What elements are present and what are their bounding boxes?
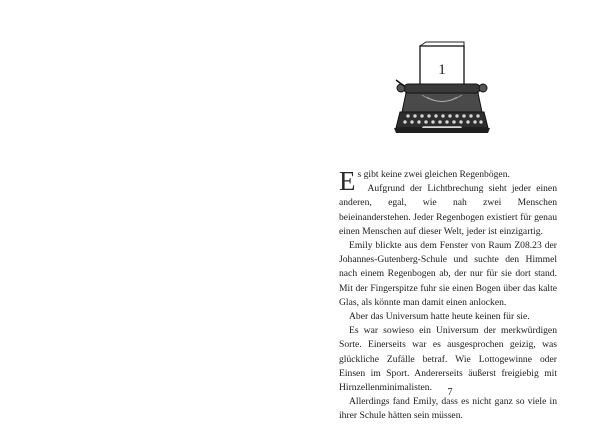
opening-paragraph: [339, 166, 557, 196]
paragraph: Emily blickte aus dem Fenster von Raum Z08.23 der Johannes-Gutenberg-Schule und suchte den Himmel nach einem Regenbogen ab, der nur für sie dort stand. Mit der Fingerspitze fuhr sie einen Bogen über das kalte Glas, als könnte man damit einen anlocken.: [339, 240, 557, 308]
drop-cap: E: [339, 166, 356, 196]
typewriter-illustration: [392, 40, 492, 140]
opening-sentence: s gibt keine zwei gleichen Regenbögen.: [357, 169, 510, 180]
chapter-number: 1: [438, 62, 446, 78]
paragraph: Allerdings fand Emily, dass es nicht ganz so viele in ihrer Schule hätten sein müssen.: [339, 396, 557, 422]
paragraph: Aufgrund der Lichtbrechung sieht jeder einen anderen, egal, wie nah zwei Menschen beieinanderstehen. Jeder Regenbogen existiert für genau einen Menschen auf dieser Welt, jeder ist einzigartig.: [339, 183, 557, 237]
paragraph: Es war sowieso ein Universum der merkwürdigen Sorte. Einerseits war es ausgesprochen geizig, was glückliche Zufälle betraf. Wie Lottogewinne oder Einsen im Sport. Andererseits äußerst freigiebig mit Hirnzellenminimalisten.: [339, 325, 557, 394]
chapter-text: [339, 168, 557, 424]
paragraph: Aber das Universum hatte heute keinen für sie.: [349, 311, 530, 323]
page-number: 7: [447, 387, 453, 398]
